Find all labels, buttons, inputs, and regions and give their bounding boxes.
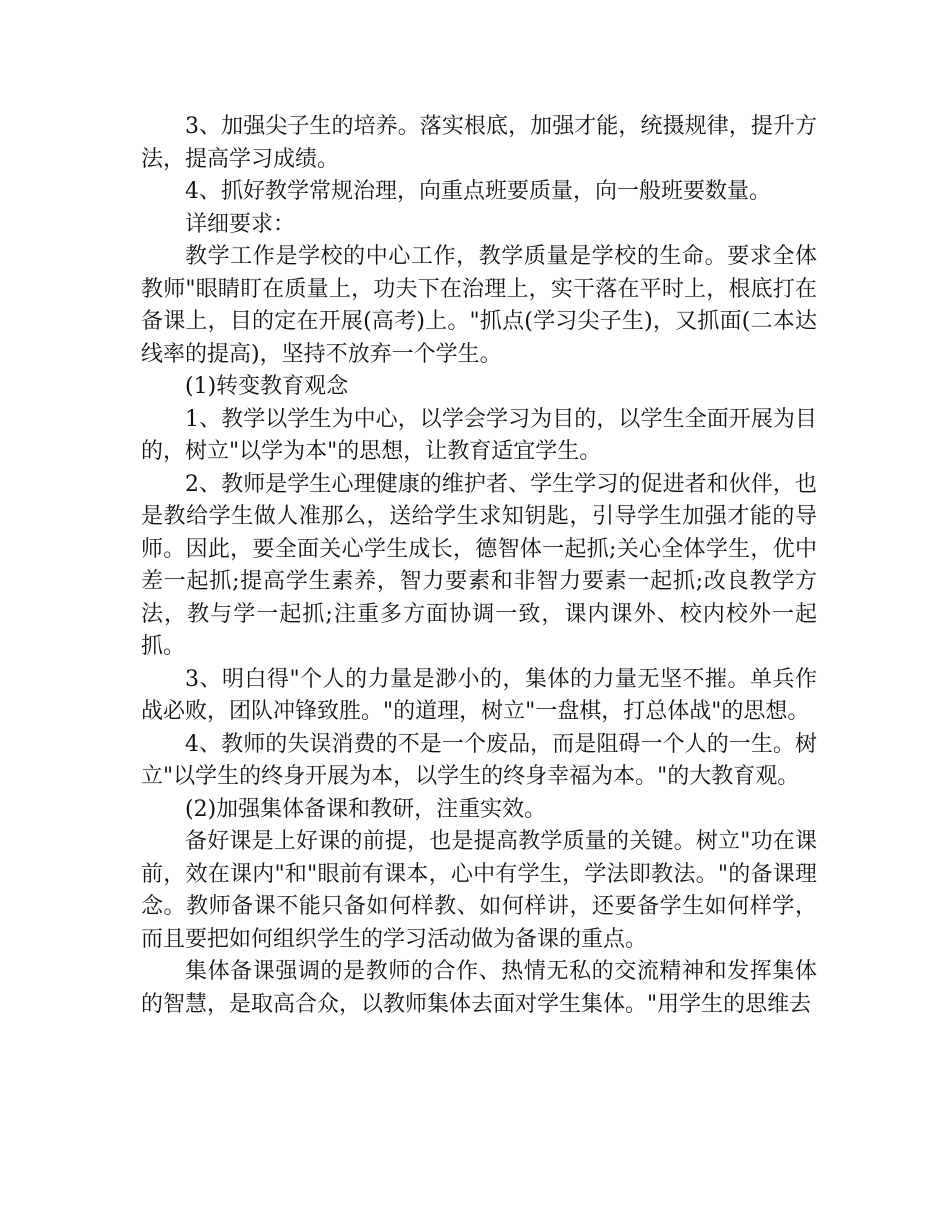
paragraph-collective-preparation: 集体备课强调的是教师的合作、热情无私的交流精神和发挥集体的智慧，是取高合众，以教师集体去面对学生集体。"用学生的思维去 bbox=[141, 959, 817, 1017]
paragraph-lesson-preparation: 备好课是上好课的前提，也是提高教学质量的关键。树立"功在课前，效在课内"和"眼前有课本，心中有学生，学法即教法。"的备课理念。教师备课不能只备如何样教、如何样讲，还要备学生如何样学，而且要把如何组织学生的学习活动做为备课的重点。 bbox=[141, 829, 817, 952]
document-body bbox=[141, 111, 817, 1021]
paragraph-point-4: 4、教师的失误消费的不是一个废品，而是阻碍一个人的一生。树立"以学生的终身开展为本，以学生的终身幸福为本。"的大教育观。 bbox=[141, 731, 817, 789]
paragraph-item-3: 3、加强尖子生的培养。落实根底，加强才能，统摄规律，提升方法，提高学习成绩。 bbox=[141, 114, 817, 172]
paragraph-item-4: 4、抓好教学常规治理，向重点班要质量，向一般班要数量。 bbox=[185, 179, 771, 204]
section-heading-1: (1)转变教育观念 bbox=[185, 374, 349, 399]
paragraph-detailed-requirements: 详细要求： bbox=[185, 211, 296, 237]
section-heading-2: (2)加强集体备课和教研，注重实效。 bbox=[185, 796, 547, 822]
paragraph-point-2: 2、教师是学生心理健康的维护者、学生学习的促进者和伙伴，也是教给学生做人准那么，送给学生求知钥匙，引导学生加强才能的导师。因此，要全面关心学生成长，德智体一起抓;关心全体学生，优中差一起抓;提高学生素养，智力要素和非智力要素一起抓;改良教学方法，教与学一起抓;注重多方面协调一致，课内课外、校内校外一起抓。 bbox=[141, 471, 817, 659]
paragraph-teaching-quality: 教学工作是学校的中心工作，教学质量是学校的生命。要求全体教师"眼睛盯在质量上，功夫下在治理上，实干落在平时上，根底打在备课上，目的定在开展(高考)上。"抓点(学习尖子生)，又抓面(二本达线率的提高)，坚持不放弃一个学生。 bbox=[141, 244, 817, 367]
paragraph-point-3: 3、明白得"个人的力量是渺小的，集体的力量无坚不摧。单兵作战必败，团队冲锋致胜。"的道理，树立"一盘棋，打总体战"的思想。 bbox=[141, 666, 817, 724]
paragraph-point-1: 1、教学以学生为中心，以学会学习为目的，以学生全面开展为目的，树立"以学为本"的思想，让教育适宜学生。 bbox=[141, 406, 817, 464]
